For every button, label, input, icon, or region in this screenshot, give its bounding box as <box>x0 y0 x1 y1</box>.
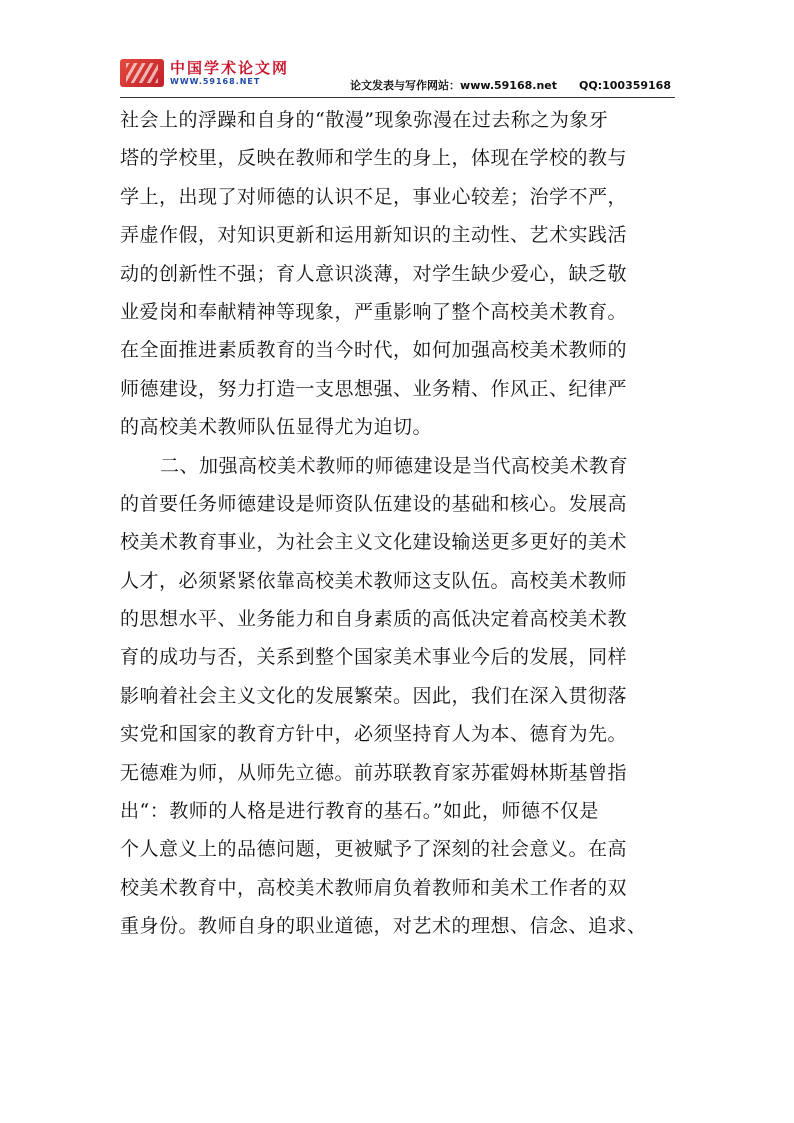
text-line: 的高校美术教师队伍显得尤为迫切。 <box>120 416 433 439</box>
text-line: 实党和国家的教育方针中，必须坚持育人为本、德育为先。 <box>120 723 628 746</box>
text-line: 弄虚作假，对知识更新和运用新知识的主动性、艺术实践活 <box>120 224 628 247</box>
text-line: 出“：教师的人格是进行教育的基石。”如此，师德不仅是 <box>120 800 599 823</box>
logo-emblem-icon <box>120 59 164 87</box>
text-line: 师德建设，努力打造一支思想强、业务精、作风正、纪律严 <box>120 377 628 400</box>
logo-title: 中国学术论文网 <box>170 59 290 77</box>
text-line: 的首要任务师德建设是师资队伍建设的基础和核心。发展高 <box>120 492 628 515</box>
text-line: 无德难为师，从师先立德。前苏联教育家苏霍姆林斯基曾指 <box>120 761 628 784</box>
site-info <box>350 77 671 93</box>
site-logo[interactable] <box>120 55 288 89</box>
text-line: 业爱岗和奉献精神等现象，严重影响了整个高校美术教育。 <box>120 300 628 323</box>
text-line: 影响着社会主义文化的发展繁荣。因此，我们在深入贯彻落 <box>120 684 628 707</box>
text-line: 校美术教育中，高校美术教师肩负着教师和美术工作者的双 <box>120 876 628 899</box>
text-line: 的思想水平、业务能力和自身素质的高低决定着高校美术教 <box>120 608 628 631</box>
text-line: 动的创新性不强；育人意识淡薄，对学生缺少爱心，缺乏敬 <box>120 262 628 285</box>
site-label: 论文发表与写作网站：www.59168.net <box>350 79 557 92</box>
page-header <box>120 55 675 97</box>
text-line: 校美术教育事业，为社会主义文化建设输送更多更好的美术 <box>120 531 628 554</box>
document-body <box>120 101 680 946</box>
text-line: 社会上的浮躁和自身的“散漫”现象弥漫在过去称之为象牙 <box>120 109 609 131</box>
text-line: 学上，出现了对师德的认识不足，事业心较差；治学不严， <box>120 185 628 208</box>
logo-url: WWW.59168.NET <box>170 77 261 86</box>
text-line: 人才，必须紧紧依靠高校美术教师这支队伍。高校美术教师 <box>120 569 628 592</box>
text-line: 个人意义上的品德问题，更被赋予了深刻的社会意义。在高 <box>120 838 628 861</box>
section-heading-line: 二、加强高校美术教师的师德建设是当代高校美术教育 <box>160 454 629 477</box>
text-line: 育的成功与否，关系到整个国家美术事业今后的发展，同样 <box>120 646 628 669</box>
text-line: 塔的学校里，反映在教师和学生的身上，体现在学校的教与 <box>120 147 628 170</box>
header-divider <box>120 97 675 98</box>
text-line: 重身份。教师自身的职业道德，对艺术的理想、信念、追求、 <box>120 915 647 938</box>
qq-label: QQ:100359168 <box>579 79 671 92</box>
text-line: 在全面推进素质教育的当今时代，如何加强高校美术教师的 <box>120 339 628 362</box>
